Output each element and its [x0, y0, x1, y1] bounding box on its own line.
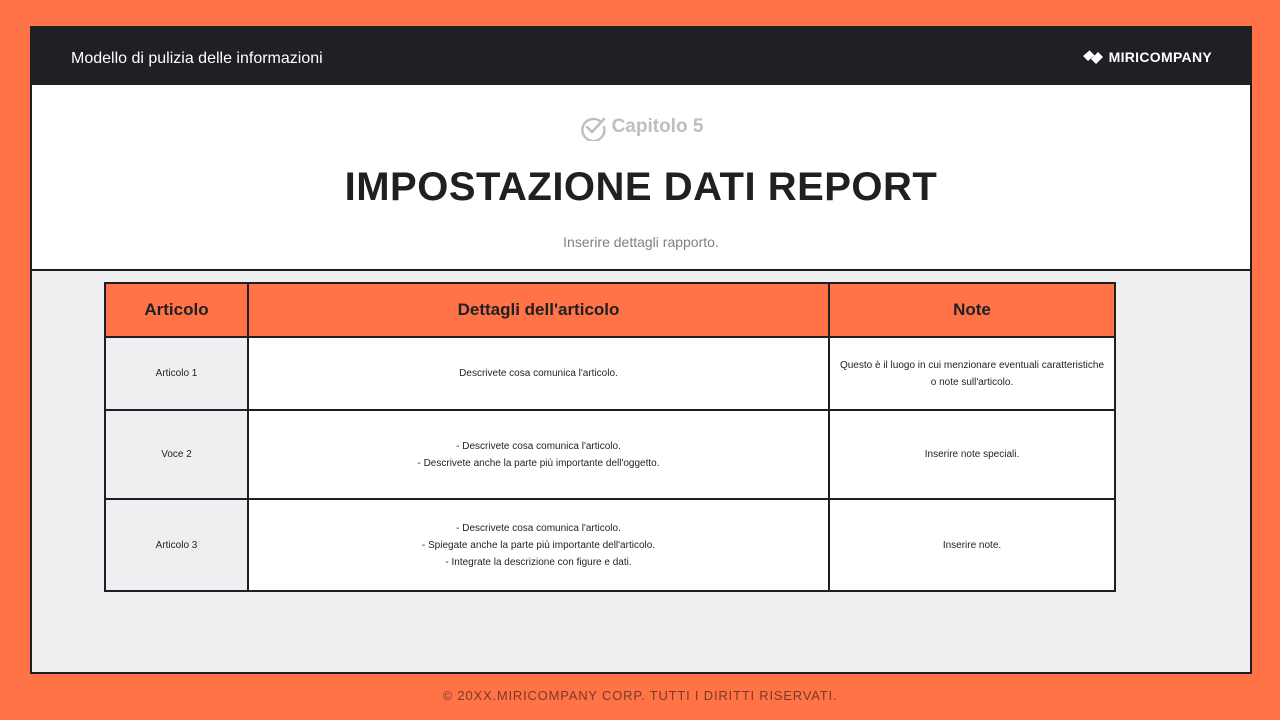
footer-copyright: © 20XX.MIRICOMPANY CORP. TUTTI I DIRITTI RISERVATI. [442, 688, 838, 703]
notes-line: o note sull'articolo. [930, 376, 1014, 388]
header-area [32, 85, 1250, 271]
column-header-notes: Note [829, 283, 1115, 337]
template-title: Modello di pulizia delle informazioni [71, 50, 323, 67]
notes-cell [829, 499, 1115, 591]
chapter-label: Capitolo 5 [611, 116, 704, 137]
page-subtitle: Inserire dettagli rapporto. [563, 234, 719, 250]
notes-line: Questo è il luogo in cui menzionare eventuali caratteristiche [839, 359, 1105, 371]
item-cell: Voce 2 [105, 410, 248, 499]
table-row [105, 410, 1115, 499]
chapter-label-group [32, 113, 1250, 141]
details-line: - Descrivete cosa comunica l'articolo. [456, 522, 621, 534]
item-cell: Articolo 1 [105, 337, 248, 410]
details-line: - Descrivete cosa comunica l'articolo. [456, 440, 621, 452]
notes-cell [829, 337, 1115, 410]
brand-logo-icon [1081, 48, 1105, 66]
top-bar [32, 28, 1250, 85]
column-header-item: Articolo [105, 283, 248, 337]
details-line: - Integrate la descrizione con figure e dati. [445, 556, 632, 568]
details-line: - Spiegate anche la parte più importante dell'articolo. [421, 539, 656, 551]
notes-cell [829, 410, 1115, 499]
item-cell: Articolo 3 [105, 499, 248, 591]
table-header-row [105, 283, 1115, 337]
details-cell [248, 337, 829, 410]
details-cell [248, 499, 829, 591]
details-line: Descrivete cosa comunica l'articolo. [459, 368, 618, 379]
brand-name: MIRICOMPANY [1108, 49, 1212, 65]
page-title: IMPOSTAZIONE DATI REPORT [344, 165, 938, 209]
notes-line: Inserire note. [942, 539, 1002, 551]
notes-line: Inserire note speciali. [924, 449, 1020, 460]
report-table [104, 282, 1116, 592]
details-line: - Descrivete anche la parte più importante dell'oggetto. [417, 457, 660, 469]
brand [1081, 48, 1212, 66]
table-row [105, 499, 1115, 591]
column-header-details: Dettagli dell'articolo [248, 283, 829, 337]
table-row [105, 337, 1115, 410]
check-circle-icon [579, 113, 607, 141]
details-cell [248, 410, 829, 499]
